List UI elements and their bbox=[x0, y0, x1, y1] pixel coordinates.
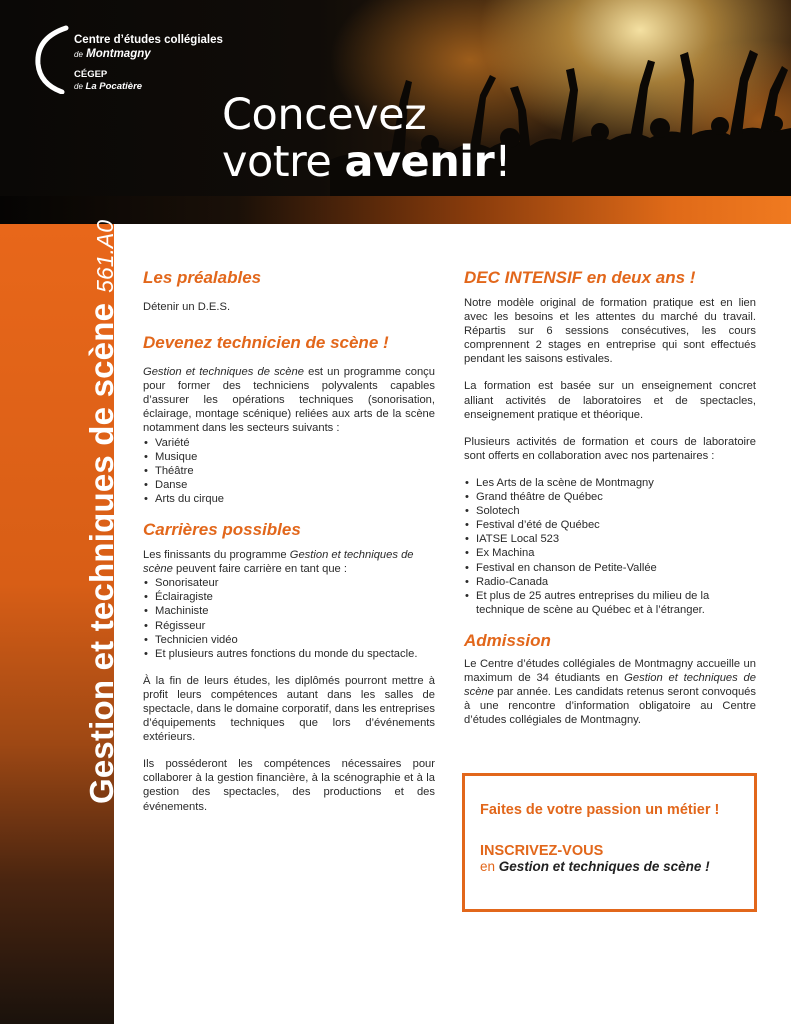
program-title: Gestion et techniques de scène bbox=[83, 302, 120, 804]
list-item: • Radio-Canada bbox=[464, 575, 756, 589]
secteurs-list bbox=[143, 436, 435, 506]
list-item: • Théâtre bbox=[143, 464, 435, 478]
list-item: • Et plusieurs autres fonctions du monde du spectacle. bbox=[143, 647, 435, 661]
partenaires-list bbox=[464, 476, 756, 617]
program-code: 561.A0 bbox=[92, 219, 118, 293]
list-item: • Festival d’été de Québec bbox=[464, 518, 756, 532]
list-item: • Arts du cirque bbox=[143, 492, 435, 506]
cta-passion: Faites de votre passion un métier ! bbox=[480, 802, 720, 818]
right-column bbox=[464, 268, 756, 740]
left-column bbox=[143, 268, 435, 827]
list-item: • Ex Machina bbox=[464, 546, 756, 560]
technicien-text: Gestion et techniques de scène est un programme conçu pour former des techniciens polyvalents capables d’assurer les opérations techniques (sonorisation, éclairage, montage scénique) reliées aux arts de la scène notamment dans les secteurs suivants : bbox=[143, 366, 435, 435]
dec-paragraph-3: Plusieurs activités de formation et cours de laboratoire sont offerts en collaboration avec nos partenaires : bbox=[464, 435, 756, 462]
logo-arc-icon bbox=[32, 24, 72, 94]
list-item: • Régisseur bbox=[143, 619, 435, 633]
header-banner bbox=[0, 0, 791, 196]
headline bbox=[222, 92, 511, 186]
cta-program: en Gestion et techniques de scène ! bbox=[480, 859, 710, 874]
call-to-action-box bbox=[462, 773, 757, 912]
logo-line-3: CÉGEP bbox=[74, 69, 108, 80]
list-item: • Sonorisateur bbox=[143, 576, 435, 590]
diplomes-paragraph: À la fin de leurs études, les diplômés pourront mettre à profit leurs compétences autant dans les salles de spectacle, dans le domaine corporatif, dans les entreprises d’équipements techniques que lors d’événements extérieurs. bbox=[143, 674, 435, 744]
list-item: • Musique bbox=[143, 450, 435, 464]
dec-paragraph-1: Notre modèle original de formation pratique est en lien avec les besoins et les attentes du marché du travail. Répartis sur 6 sessions consécutives, les cours comprennent 2 stages en entreprise qui sont effectués pendant les saisons estivales. bbox=[464, 297, 756, 366]
cta-inscrivez[interactable]: INSCRIVEZ-VOUS bbox=[480, 843, 604, 859]
list-item: • Et plus de 25 autres entreprises du milieu de la technique de scène au Québec et à l’étranger. bbox=[464, 589, 756, 617]
list-item: • Les Arts de la scène de Montmagny bbox=[464, 476, 756, 490]
logo-line-4: de La Pocatière bbox=[74, 81, 143, 92]
list-item: • Variété bbox=[143, 436, 435, 450]
prealables-heading: Les préalables bbox=[143, 268, 262, 287]
admission-heading: Admission bbox=[464, 630, 551, 650]
carrieres-intro: Les finissants du programme Gestion et techniques de scène peuvent faire carrière en tant que : bbox=[143, 549, 414, 576]
list-item: • Machiniste bbox=[143, 604, 435, 618]
program-side-title bbox=[83, 220, 121, 804]
dec-heading: DEC INTENSIF en deux ans ! bbox=[464, 268, 696, 287]
admission-paragraph: Le Centre d’études collégiales de Montmagny accueille un maximum de 34 étudiants en Gestion et techniques de scène par année. Les candidats retenus seront convoqués à une rencontre d’information obligatoire au Centre d’études collégiales de Montmagny. bbox=[464, 657, 756, 727]
logo-line-2: de Montmagny bbox=[74, 48, 151, 60]
carrieres-list bbox=[143, 576, 435, 661]
list-item: • IATSE Local 523 bbox=[464, 532, 756, 546]
competences-paragraph: Ils posséderont les compétences nécessaires pour collaborer à la gestion financière, à la scénographie et à la gestion des spectacles, des productions et des événements. bbox=[143, 758, 435, 813]
prealables-text: Détenir un D.E.S. bbox=[143, 301, 231, 313]
college-logo bbox=[32, 24, 232, 104]
list-item: • Technicien vidéo bbox=[143, 633, 435, 647]
technicien-heading: Devenez technicien de scène ! bbox=[143, 333, 389, 353]
list-item: • Festival en chanson de Petite-Vallée bbox=[464, 561, 756, 575]
carrieres-heading: Carrières possibles bbox=[143, 520, 301, 540]
list-item: • Éclairagiste bbox=[143, 590, 435, 604]
logo-line-1: Centre d’études collégiales bbox=[74, 34, 223, 46]
list-item: • Solotech bbox=[464, 504, 756, 518]
dec-paragraph-2: La formation est basée sur un enseignement concret alliant activités de laboratoires et de spectacles, enseignement pratique et théorique. bbox=[464, 380, 756, 421]
list-item: • Danse bbox=[143, 478, 435, 492]
headline-line-1: Concevez bbox=[222, 90, 427, 140]
headline-line-2: votre avenir! bbox=[222, 137, 512, 187]
list-item: • Grand théâtre de Québec bbox=[464, 490, 756, 504]
